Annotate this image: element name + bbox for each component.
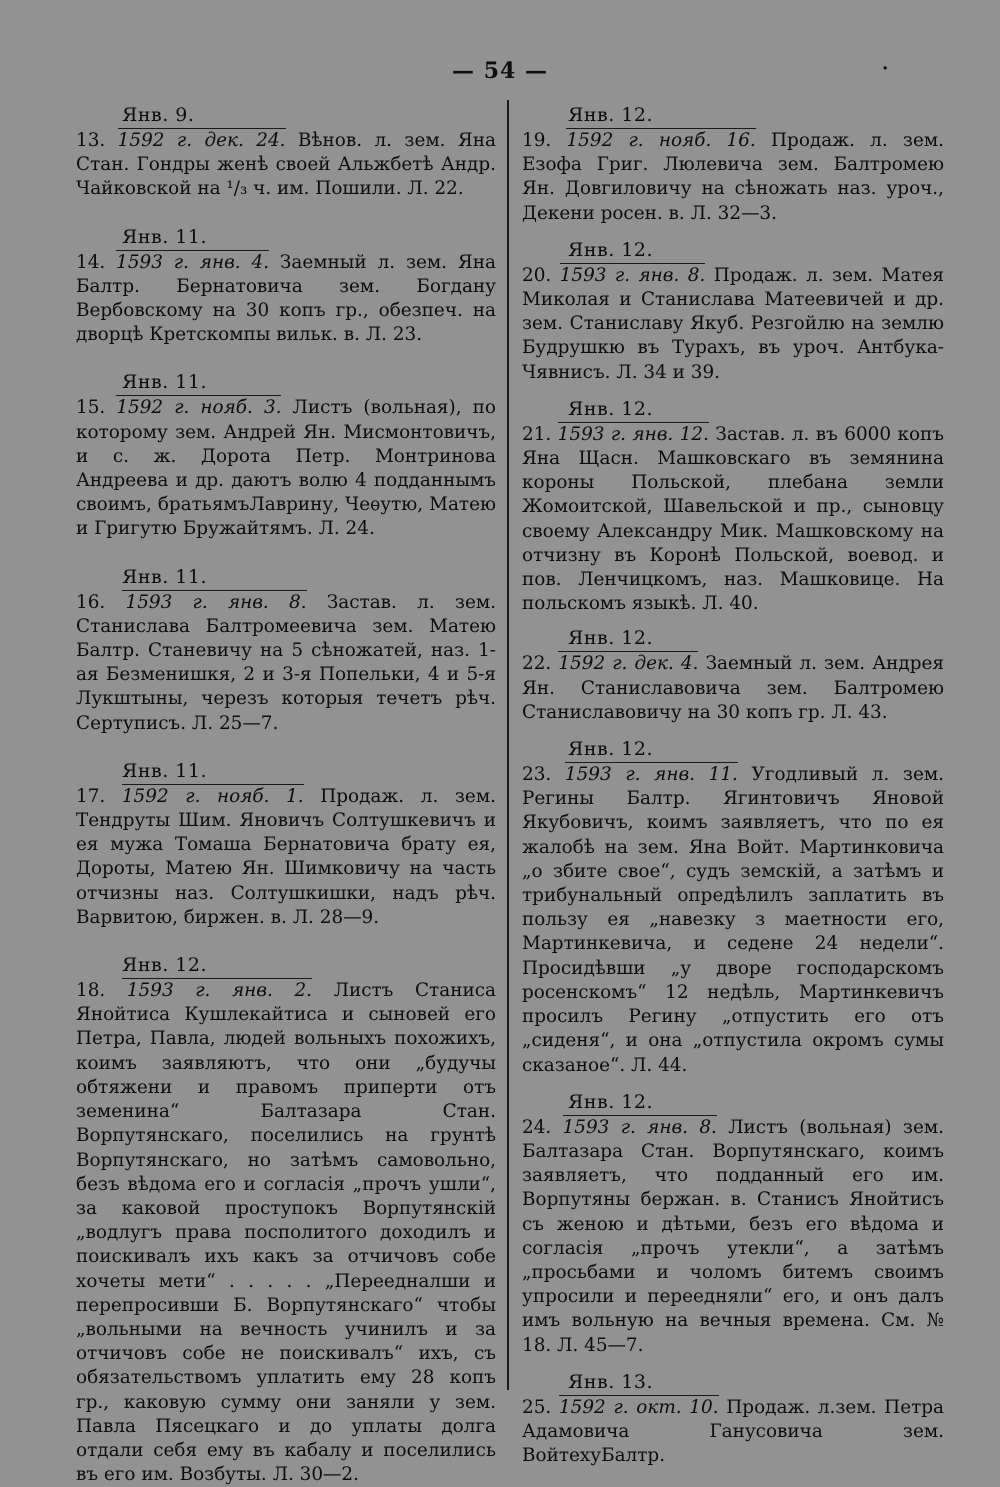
entry-text: Заемный л. зем. Андрея Ян. Станиславовича зем. Балтромею Станиславовичу на 30 копъ гр. Л. 43. <box>522 653 944 723</box>
entry-text: Вѣнов. л. зем. Яна Стан. Гондры женѣ своей Альжбетѣ Андр. Чайковской на ¹/₃ ч. им. Пошили. Л. 22. <box>76 130 496 200</box>
entry-date: Янв. 12. <box>568 737 681 763</box>
entry-body <box>76 129 496 202</box>
entry-15 <box>76 370 496 541</box>
entry-date: Янв. 12. <box>122 953 235 979</box>
entry-body <box>76 591 496 736</box>
entry-text: Продаж. л. зем. Тендруты Шим. Яновичъ Солтушкевичъ и ея мужа Томаша Бернатовича брату ея, Дороты, Матею Ян. Шимковичу на часть отчизны наз. Солтушкишки, надъ рѣч. Варвитою, биржен. в. Л. 28—9. <box>76 785 496 928</box>
left-column <box>76 103 496 1487</box>
entry-date: Янв. 11. <box>122 759 235 785</box>
entry-date: Янв. 9. <box>122 103 222 129</box>
entry-reference: 1592 г. нояб. 3. <box>116 397 282 419</box>
entry-text: Застав. л. въ 6000 копъ Яна Щасн. Машковскаго въ земянина короны Польской, плебана земли Жомоитской, Шавельской и пр., сыновцу своему Александру Мик. Машковскому на отчизну въ Коронѣ Польской, воевод. и пов. Ленчицкомъ, наз. Машковице. На польскомъ языкѣ. Л. 40. <box>522 423 944 615</box>
entry-number: 13. <box>76 130 106 151</box>
entry-body <box>522 423 944 617</box>
entry-text: Листъ Станиса Янойтиса Кушлекайтиса и сыновей его Петра, Павла, людей вольныхъ похожихъ, коимъ заявляютъ, что они „будучы обтяжени и правомъ приперти отъ земенина“ Балтазара Стан. Ворпутянскаго, поселились на грунтѣ Ворпутянскаго, но затѣмъ самовольно, безъ вѣдома его и согласія „прочъ ушли“, за каковой проступокъ Ворпутянскій „водлугъ права посполитого доходилъ и поискивалъ ихъ какъ за отчичовъ собе хочеты мети“ . . . . . „Переедналши и перепросивши Б. Ворпутянскаго“ чтобы „вольными на вечность учинилъ и за отчичовъ собе не поискивалъ“ ихъ, съ обязательствомъ уплатить ему 28 копъ гр., каковую сумму они заняли у зем. Павла Пясецкаго и до уплаты долга отдали себя ему въ кабалу и поселились въ его им. Возбуты. Л. 30—2. <box>76 980 496 1486</box>
entry-16 <box>76 565 496 736</box>
entry-date: Янв. 13. <box>568 1370 681 1396</box>
entry-text: Листъ (вольная) зем. Балтазара Стан. Ворпутянскаго, коимъ заявляетъ, что подданный его им. Ворпутяны бержан. в. Станисъ Янойтисъ съ женою и дѣтьми, безъ его вѣдома и согласія „прочъ утекли“, а затѣмъ „просьбами и чоломъ битемъ своимъ упросили и переедняли“ его, и онъ далъ имъ вольную на вечныя времена. См. № 18. Л. 45—7. <box>522 1116 944 1356</box>
column-divider <box>507 100 509 1390</box>
entry-date: Янв. 12. <box>568 397 681 423</box>
entry-number: 14. <box>76 251 106 273</box>
entry-number: 22. <box>522 653 552 675</box>
entry-date: Янв. 12. <box>568 1090 681 1116</box>
entry-body <box>76 979 496 1487</box>
entry-number: 21. <box>522 423 552 445</box>
entry-21 <box>522 397 944 617</box>
entry-number: 16. <box>76 591 106 613</box>
right-column <box>522 103 944 1468</box>
entry-18 <box>76 953 496 1487</box>
entry-number: 19. <box>522 130 552 151</box>
entry-body <box>76 396 496 541</box>
entry-date: Янв. 11. <box>122 225 235 251</box>
entry-reference: 1592 г. дек. 4. <box>558 653 699 675</box>
entry-text: Застав. л. зем. Станислава Балтромеевича зем. Матею Балтр. Станевичу на 5 сѣножатей, наз. 1-ая Безменишкя, 2 и 3-я Попельки, 4 и 5-я Лукштыны, черезъ которыя течетъ рѣч. Сертуписъ. Л. 25—7. <box>76 591 496 734</box>
entry-23 <box>522 737 944 1078</box>
entry-body <box>76 785 496 930</box>
entry-number: 15. <box>76 397 106 419</box>
entry-body <box>76 251 496 348</box>
entry-date: Янв. 11. <box>122 565 235 591</box>
entry-reference: 1592 г. дек. 24. <box>117 130 286 151</box>
entry-date: Янв. 12. <box>568 626 681 652</box>
page-number: — 54 — <box>452 58 548 84</box>
entry-body <box>522 763 944 1078</box>
entry-17 <box>76 759 496 930</box>
entry-reference: 1592 г. нояб. 1. <box>121 785 304 807</box>
entry-date: Янв. 12. <box>568 103 681 129</box>
entry-text: Продаж. л.зем. Петра Адамовича Ганусовича зем. ВойтехуБалтр. <box>522 1396 944 1467</box>
entry-text: Угодливый л. зем. Регины Балтр. Ягинтовичъ Яновой Якубовичъ, коимъ заявляетъ, что по ея жалобѣ на зем. Яна Войт. Мартинковича „о збите свое“, судъ земскій, а затѣмъ и трибунальный опредѣлилъ заплатить въ пользу ея „навезку з маетности его, Мартинкевича, и седене 24 недели“. Просидѣвши „у дворе господарскомъ росенскомъ“ 12 недѣль, Мартинкевичъ просилъ Регину „отпустить его отъ „сиденя“, и она „отпустила окромъ сумы сказаное“. Л. 44. <box>522 764 944 1076</box>
entry-body <box>522 129 944 226</box>
entry-14 <box>76 225 496 348</box>
entry-19 <box>522 103 944 226</box>
page-mark: · <box>882 58 889 79</box>
entry-20 <box>522 238 944 385</box>
entry-22 <box>522 626 944 725</box>
entry-13 <box>76 103 496 202</box>
entry-body <box>522 264 944 385</box>
entry-number: 25. <box>522 1396 552 1418</box>
entry-text: Продаж. л. зем. Матея Миколая и Станислава Матеевичей и др. зем. Станиславу Якуб. Резгойлю на землю Будрушкю въ Турахъ, въ уроч. Антбука-Чявнисъ. Л. 34 и 39. <box>522 264 944 383</box>
entry-text: Листъ (вольная), по которому зем. Андрей Ян. Мисмонтовичъ, и с. ж. Дорота Петр. Монтринова Андреева и др. даютъ волю 4 подданнымъ своимъ, братьямъЛаврину, Чеѳутю, Матею и Григутю Бружайтямъ. Л. 24. <box>76 397 496 540</box>
entry-reference: 1592 г. нояб. 16. <box>566 130 756 151</box>
entry-reference: 1593 г. янв. 11. <box>564 764 738 786</box>
entry-reference: 1592 г. окт. 10. <box>558 1396 719 1418</box>
entry-reference: 1593 г. янв. 4. <box>116 251 270 273</box>
entry-25 <box>522 1370 944 1469</box>
entry-reference: 1593 г. янв. 8. <box>125 591 307 613</box>
entry-number: 20. <box>522 264 552 286</box>
entry-reference: 1593 г. янв. 12. <box>557 423 709 445</box>
entry-date: Янв. 11. <box>122 370 235 396</box>
entry-body <box>522 652 944 725</box>
entry-number: 17. <box>76 785 106 807</box>
entry-number: 18. <box>76 980 106 1002</box>
entry-body <box>522 1396 944 1469</box>
entry-date: Янв. 12. <box>568 238 681 264</box>
entry-reference: 1593 г. янв. 8. <box>562 1116 717 1138</box>
entry-reference: 1593 г. янв. 8. <box>559 264 706 286</box>
entry-number: 23. <box>522 764 552 786</box>
entry-text: Продаж. л. зем. Езофа Григ. Люлевича зем. Балтромею Ян. Довгиловичу на сѣножать наз. уроч., Декени росен. в. Л. 32—3. <box>522 130 944 224</box>
entry-body <box>522 1116 944 1358</box>
entry-reference: 1593 г. янв. 2. <box>126 980 312 1002</box>
entry-24 <box>522 1090 944 1358</box>
entry-text: Заемный л. зем. Яна Балтр. Бернатовича зем. Богдану Вербовскому на 30 копъ гр., обезпеч. на дворцѣ Кретскомпы вильк. в. Л. 23. <box>76 251 496 346</box>
entry-number: 24. <box>522 1116 552 1138</box>
